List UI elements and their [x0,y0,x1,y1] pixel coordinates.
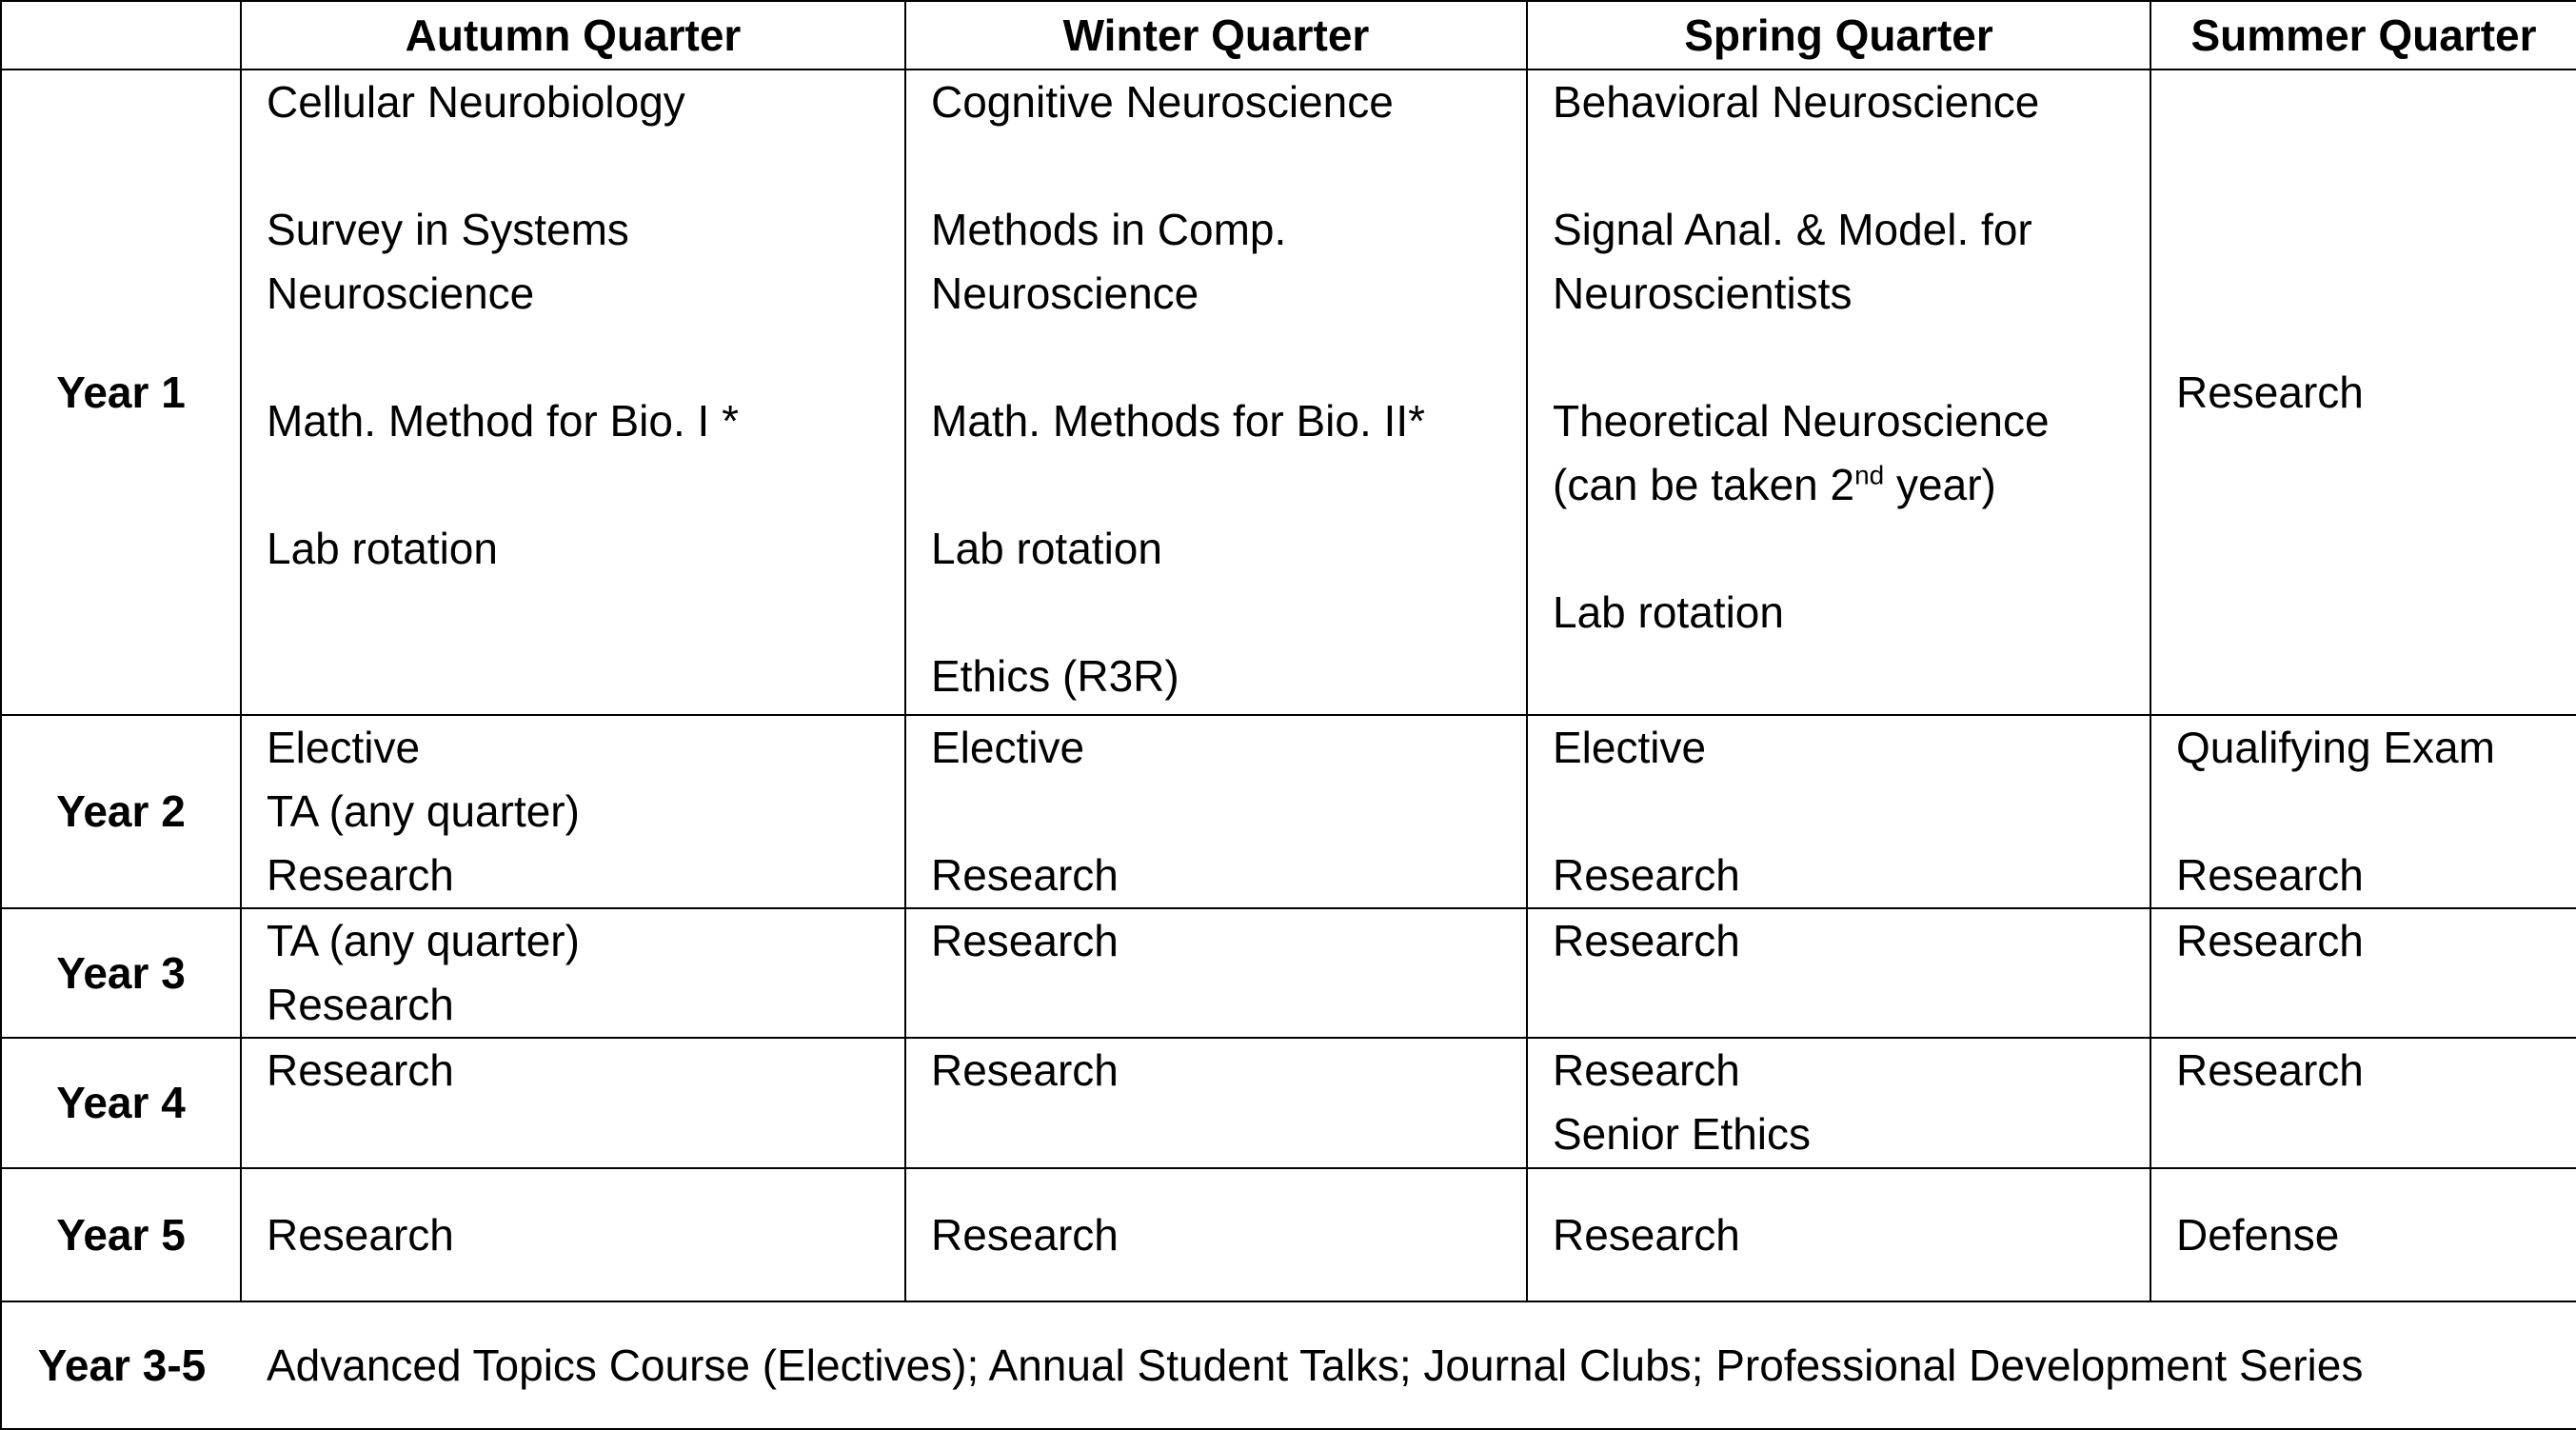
year-2-spring-cell [1527,715,2150,908]
course-item: Lab rotation [931,524,1162,573]
course-item: Theoretical Neuroscience [1553,396,2050,446]
year-1-spring-cell [1527,70,2150,715]
course-item: Research [267,850,454,900]
course-item: Research [2176,916,2364,965]
footer-label: Year 3-5 [37,1340,207,1390]
course-item: Research [267,1209,454,1260]
year-3-winter-cell [905,908,1527,1038]
course-item: Research [931,850,1119,900]
course-item: Behavioral Neuroscience [1553,77,2040,127]
footer-row [1,1301,2576,1429]
year-4-winter-cell [905,1038,1527,1168]
year-4-label: Year 4 [1,1038,241,1168]
year-3-summer-cell [2150,908,2576,1038]
year-3-label: Year 3 [1,908,241,1038]
year-2-summer-cell [2150,715,2576,908]
course-item: Research [1553,1045,1740,1095]
header-autumn: Autumn Quarter [241,1,905,70]
course-note [1553,453,2150,517]
course-item: Signal Anal. & Model. for [1553,205,2032,254]
year-4-row [1,1038,2576,1168]
year-2-row [1,715,2576,908]
year-5-winter-cell [905,1168,1527,1301]
year-1-winter-cell [905,70,1527,715]
course-item: Cognitive Neuroscience [931,77,1394,127]
year-2-label: Year 2 [1,715,241,908]
course-item: Defense [2176,1209,2340,1260]
year-1-autumn-cell [241,70,905,715]
course-item: Neuroscience [931,268,1199,318]
course-item: Research [1553,1209,1740,1260]
year-4-summer-cell [2150,1038,2576,1168]
course-item: Research [931,916,1119,965]
footer-cell [1,1301,2576,1429]
course-item: Math. Methods for Bio. II* [931,396,1426,446]
year-4-autumn-cell [241,1038,905,1168]
course-item: Elective [1553,723,1707,772]
year-2-winter-cell [905,715,1527,908]
year-5-label: Year 5 [1,1168,241,1301]
course-item: TA (any quarter) [267,916,580,965]
course-item: Research [2176,850,2364,900]
course-item: Research [2176,367,2364,417]
header-winter: Winter Quarter [905,1,1527,70]
year-2-autumn-cell [241,715,905,908]
year-1-row [1,70,2576,715]
course-item: Lab rotation [267,524,498,573]
note-text: (can be taken 2 [1553,460,1855,509]
header-spring: Spring Quarter [1527,1,2150,70]
footer-text: Advanced Topics Course (Electives); Annual Student Talks; Journal Clubs; Professional Development Series [267,1340,2364,1390]
year-5-summer-cell [2150,1168,2576,1301]
course-item: Elective [931,723,1085,772]
course-item: Cellular Neurobiology [267,77,685,127]
course-item: Neuroscience [267,268,535,318]
year-4-spring-cell [1527,1038,2150,1168]
course-item: Research [931,1209,1119,1260]
header-summer: Summer Quarter [2150,1,2576,70]
course-item: Research [1553,916,1740,965]
course-item: Methods in Comp. [931,205,1287,254]
course-item: Elective [267,723,421,772]
course-item: Qualifying Exam [2176,723,2495,772]
header-row [1,1,2576,70]
course-item: Math. Method for Bio. I * [267,396,740,446]
year-3-spring-cell [1527,908,2150,1038]
year-1-summer-cell [2150,70,2576,715]
year-1-label: Year 1 [1,70,241,715]
header-blank-cell [1,1,241,70]
course-item: Ethics (R3R) [931,651,1179,701]
year-5-autumn-cell [241,1168,905,1301]
year-5-spring-cell [1527,1168,2150,1301]
year-5-row [1,1168,2576,1301]
course-item: Neuroscientists [1553,268,1853,318]
course-item: TA (any quarter) [267,786,580,836]
course-item: Research [267,1045,454,1095]
ordinal-suffix: nd [1854,460,1885,490]
course-item: Research [267,980,454,1029]
year-3-row [1,908,2576,1038]
year-3-autumn-cell [241,908,905,1038]
course-item: Research [931,1045,1119,1095]
course-item: Survey in Systems [267,205,629,254]
note-text: year) [1884,460,1996,509]
course-item: Lab rotation [1553,587,1784,637]
course-item: Research [2176,1045,2364,1095]
course-item: Research [1553,850,1740,900]
course-item: Senior Ethics [1553,1109,1812,1159]
